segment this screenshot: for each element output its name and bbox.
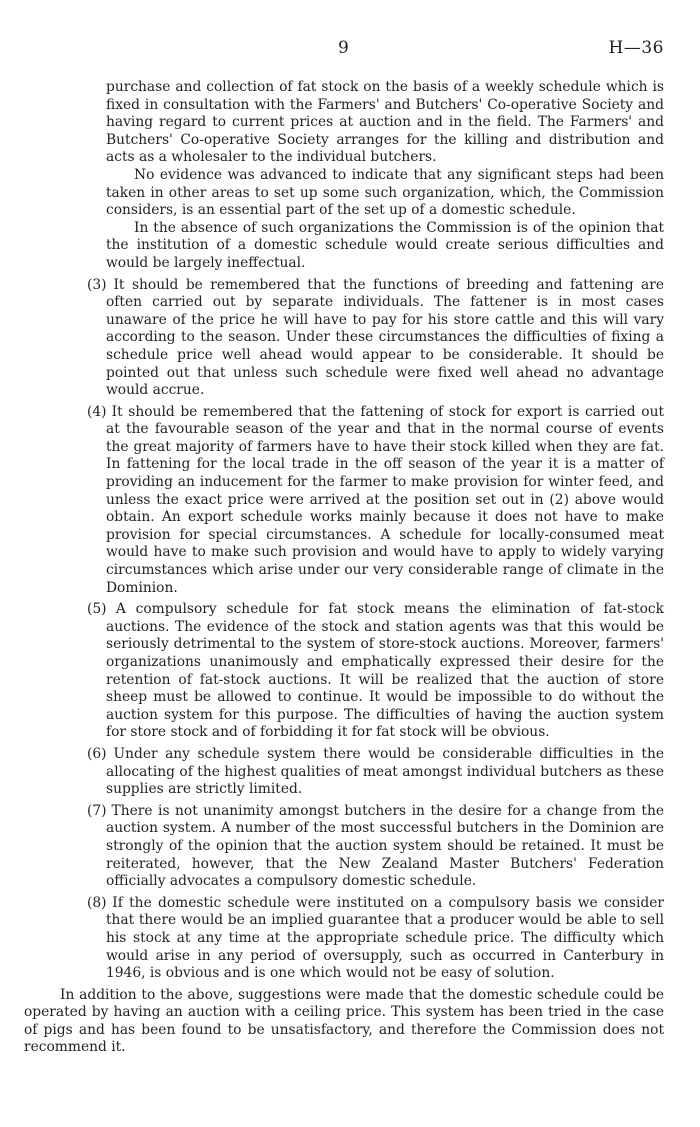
- item-number: (4): [87, 403, 107, 420]
- closing-paragraph: In addition to the above, suggestions were made that the domestic schedule could be operated by having an auction with a ceiling price. This system has been tried in the case of pigs and has been found to be unsatisfactory, and therefore the Commission does not recommend it.: [24, 986, 664, 1056]
- continued-paragraph: purchase and collection of fat stock on the basis of a weekly schedule which is fixed in consultation with the Farmers' and Butchers' Co-operative Society and having regard to current prices at auction and in the field. The Farmers' and Butchers' Co-operative Society arranges for the killing and distribution and acts as a wholesaler to the individual butchers.: [106, 79, 664, 166]
- list-item-6: [87, 746, 664, 799]
- item-number: (6): [87, 745, 107, 762]
- opinion-paragraph: In the absence of such organizations the Commission is of the opinion that the institution of a domestic schedule would create serious difficulties and would be largely ineffectual.: [106, 219, 664, 271]
- item-text: If the domestic schedule were instituted on a compulsory basis we consider that there would be an implied guarantee that a producer would be able to sell his stock at any time at the appropriate schedule price. The difficulty which would arise in any period of oversupply, such as occurred in Canterbury in 1946, is obvious and is one which would not be easy of solution.: [106, 894, 664, 982]
- item-text: It should be remembered that the functions of breeding and fattening are often carried out by separate individuals. The fattener is in most cases unaware of the price he will have to pay for his store cattle and this will vary according to the season. Under these circumstances the difficulties of fixing a schedule price well ahead would appear to be considerable. It should be pointed out that unless such schedule were fixed well ahead no advantage would accrue.: [106, 276, 665, 399]
- document-body: [24, 79, 664, 1057]
- item-text: It should be remembered that the fattening of stock for export is carried out at the favourable season of the year and that in the normal course of events the great majority of farmers have to have their stock killed when they are fat. In fattening for the local trade in the off season of the year it is a matter of providing an inducement for the farmer to make provision for winter feed, and unless the exact price were arrived at the position set out in (2) above would obtain. An export schedule works mainly because it does not have to make provision for special circumstances. A schedule for locally-consumed meat would have to make such provision and would have to apply to widely varying circumstances which arise under our very considerable range of climate in the Dominion.: [106, 403, 664, 596]
- evidence-paragraph: No evidence was advanced to indicate that any significant steps had been taken in other areas to set up some such organization, which, the Commission considers, is an essential part of the set up of a domestic schedule.: [106, 166, 664, 219]
- list-item-3: [87, 277, 664, 400]
- list-item-8: [87, 895, 664, 983]
- page-header: [0, 38, 700, 58]
- item-number: (7): [87, 802, 107, 819]
- list-item-7: [87, 803, 664, 891]
- page-number: 9: [338, 38, 349, 58]
- item-text: There is not unanimity amongst butchers in the desire for a change from the auction system. A number of the most successful butchers in the Dominion are strongly of the opinion that the auction system should be retained. It must be reiterated, however, that the New Zealand Master Butchers' Federation officially advocates a compulsory domestic schedule.: [106, 802, 664, 890]
- item-number: (5): [87, 601, 107, 618]
- list-item-4: [87, 404, 664, 598]
- item-number: (3): [87, 276, 107, 293]
- item-text: A compulsory schedule for fat stock means the elimination of fat-stock auctions. The evidence of the stock and station agents was that this would be seriously detrimental to the system of store-stock auctions. Moreover, farmers' organizations unanimously and emphatically expressed their desire for the retention of fat-stock auctions. It will be realized that the auction of store sheep must be allowed to continue. It would be impossible to do without the auction system for this purpose. The difficulties of having the auction system for store stock and of forbidding it for fat stock will be obvious.: [106, 601, 664, 741]
- list-item-5: [87, 601, 664, 742]
- item-text: Under any schedule system there would be considerable difficulties in the allocating of the highest qualities of meat amongst individual butchers as these supplies are strictly limited.: [106, 745, 664, 798]
- item-number: (8): [87, 894, 107, 911]
- document-reference: H—36: [608, 38, 664, 58]
